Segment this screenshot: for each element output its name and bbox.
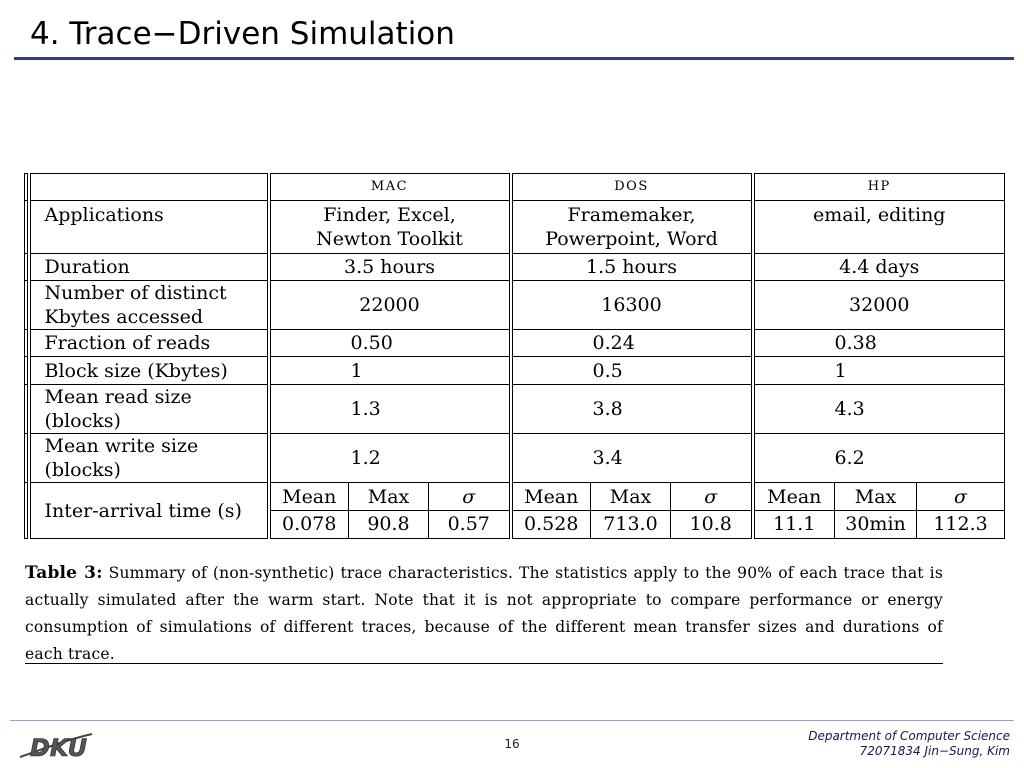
label-line: Mean write size	[44, 435, 199, 458]
table-row	[25, 330, 1005, 357]
row-label-distinct	[29, 280, 269, 329]
cell-block-dos: 0.5	[511, 357, 753, 384]
row-label-block-size: Block size (Kbytes)	[29, 357, 269, 384]
cell-arrival-sigma-dos: 10.8	[671, 510, 753, 538]
page-number: 16	[504, 737, 520, 751]
table-row	[25, 280, 1005, 329]
footer-divider	[10, 720, 1014, 721]
table-row-subheader	[25, 483, 1005, 510]
trace-characteristics-table	[24, 173, 1005, 539]
caption-text: Summary of (non-synthetic) trace characteristics. The statistics apply to the 90% of each trace that is actually simulated after the warm start. Note that it is not appropriate to compare performance or energy consumption of simulations of different traces, because of the different mean transfer sizes and durations of each trace.	[25, 564, 943, 663]
subheader-sigma-dos: σ	[671, 483, 753, 510]
trace-table-container	[24, 173, 1004, 539]
cell-distinct-dos: 16300	[511, 280, 753, 329]
cell-fraction-dos: 0.24	[511, 330, 753, 357]
subheader-mean-hp: Mean	[753, 483, 835, 510]
header-blank-cell	[29, 174, 269, 201]
cell-fraction-hp: 0.38	[753, 330, 1005, 357]
author-id: 72071834 Jin−Sung, Kim	[859, 744, 1010, 758]
header-dos: DOS	[511, 174, 753, 201]
cell-distinct-mac: 22000	[269, 280, 511, 329]
label-line: (blocks)	[44, 409, 121, 432]
cell-line: Finder, Excel,	[323, 203, 456, 226]
cell-write-dos: 3.4	[511, 434, 753, 483]
title-underline	[14, 57, 1014, 60]
subheader-sigma-hp: σ	[917, 483, 1005, 510]
subheader-mean-dos: Mean	[511, 483, 591, 510]
cell-arrival-mean-dos: 0.528	[511, 510, 591, 538]
cell-arrival-max-hp: 30min	[835, 510, 917, 538]
caption-underline	[25, 663, 943, 664]
table-row	[25, 357, 1005, 384]
cell-read-dos: 3.8	[511, 384, 753, 433]
footer-info	[808, 729, 1010, 759]
table-row	[25, 384, 1005, 433]
department-name: Department of Computer Science	[808, 729, 1010, 743]
cell-duration-hp: 4.4 days	[753, 253, 1005, 280]
subheader-max-mac: Max	[349, 483, 429, 510]
cell-duration-mac: 3.5 hours	[269, 253, 511, 280]
row-label-fraction-reads: Fraction of reads	[29, 330, 269, 357]
subheader-sigma-mac: σ	[429, 483, 511, 510]
cell-line: Framemaker,	[567, 203, 696, 226]
subheader-max-dos: Max	[591, 483, 671, 510]
row-label-mean-write	[29, 434, 269, 483]
cell-read-hp: 4.3	[753, 384, 1005, 433]
cell-write-mac: 1.2	[269, 434, 511, 483]
label-line: Number of distinct	[44, 282, 227, 305]
cell-block-hp: 1	[753, 357, 1005, 384]
cell-applications-hp: email, editing	[753, 201, 1005, 253]
caption-label: Table 3:	[25, 563, 103, 583]
cell-read-mac: 1.3	[269, 384, 511, 433]
table-row	[25, 253, 1005, 280]
subheader-max-hp: Max	[835, 483, 917, 510]
cell-block-mac: 1	[269, 357, 511, 384]
label-line: (blocks)	[44, 459, 121, 482]
row-label-inter-arrival: Inter-arrival time (s)	[29, 483, 269, 539]
cell-arrival-max-mac: 90.8	[349, 510, 429, 538]
cell-arrival-max-dos: 713.0	[591, 510, 671, 538]
table-row	[25, 434, 1005, 483]
dku-logo	[16, 726, 94, 764]
cell-line: Newton Toolkit	[316, 227, 463, 250]
row-label-duration: Duration	[29, 253, 269, 280]
table-caption	[25, 560, 943, 668]
cell-write-hp: 6.2	[753, 434, 1005, 483]
label-line: Mean read size	[44, 385, 192, 408]
cell-arrival-mean-mac: 0.078	[269, 510, 349, 538]
cell-distinct-hp: 32000	[753, 280, 1005, 329]
subheader-mean-mac: Mean	[269, 483, 349, 510]
slide-title: 4. Trace−Driven Simulation	[30, 16, 455, 52]
cell-arrival-sigma-mac: 0.57	[429, 510, 511, 538]
cell-duration-dos: 1.5 hours	[511, 253, 753, 280]
cell-fraction-mac: 0.50	[269, 330, 511, 357]
label-line: Kbytes accessed	[44, 306, 204, 329]
cell-line: Powerpoint, Word	[545, 227, 718, 250]
header-mac: MAC	[269, 174, 511, 201]
logo-text: DKU	[30, 734, 88, 762]
cell-arrival-sigma-hp: 112.3	[917, 510, 1005, 538]
row-label-applications: Applications	[29, 201, 269, 253]
header-hp: HP	[753, 174, 1005, 201]
row-label-mean-read	[29, 384, 269, 433]
table-row	[25, 201, 1005, 253]
cell-applications-dos	[511, 201, 753, 253]
cell-arrival-mean-hp: 11.1	[753, 510, 835, 538]
table-header-row	[25, 174, 1005, 201]
cell-applications-mac	[269, 201, 511, 253]
